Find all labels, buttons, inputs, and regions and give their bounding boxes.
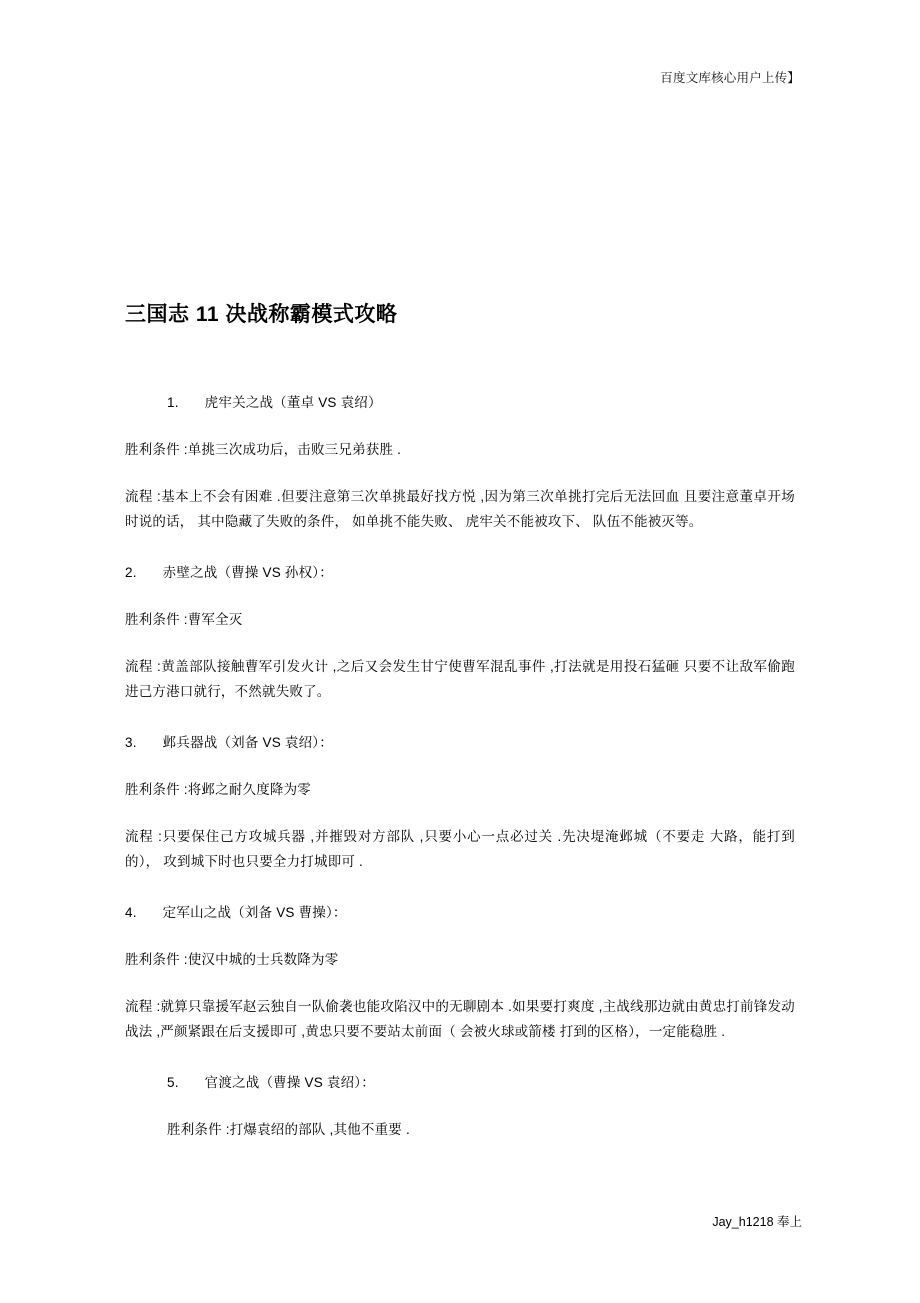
section-3 (125, 731, 795, 875)
section-2-heading (125, 561, 795, 586)
section-5-number: 5. (167, 1074, 179, 1090)
header-note: 百度文库核心用户上传】 (660, 71, 800, 85)
section-4-number: 4. (125, 905, 137, 921)
section-2-paragraph-2: 流程 :黄盖部队接触曹军引发火计 ,之后又会发生甘宁使曹军混乱事件 ,打法就是用投石猛砸 只要不让敌军偷跑进己方港口就行，不然就失败了。 (125, 659, 795, 700)
section-3-heading (125, 731, 795, 756)
section-2-paragraph-1: 胜利条件 :曹军全灭 (125, 612, 243, 628)
section-1-heading (125, 391, 795, 416)
section-2 (125, 561, 795, 705)
section-1-paragraph-1: 胜利条件 :单挑三次成功后，击败三兄弟获胜 . (125, 442, 402, 458)
footer-note: Jay_h1218 奉上 (712, 1215, 802, 1229)
section-4 (125, 901, 795, 1045)
section-3-number: 3. (125, 735, 137, 751)
section-4-title: 定军山之战（刘备 VS 曹操）： (162, 905, 347, 921)
section-5-heading (125, 1071, 795, 1096)
section-4-paragraph-2: 流程 :就算只靠援军赵云独自一队偷袭也能攻陷汉中的无聊剧本 .如果要打爽度 ,主战线那边就由黄忠打前锋发动战法 ,严颜紧跟在后支援即可 ,黄忠只要不要站太前面（ 会被火球或箭楼 打到的区格），一定能稳胜 . (125, 998, 795, 1039)
section-1-paragraph-2: 流程 :基本上不会有困难 .但要注意第三次单挑最好找方悦 ,因为第三次单挑打完后无法回血 且要注意董卓开场时说的话， 其中隐藏了失败的条件， 如单挑不能失败、 虎牢关不能被攻下、 队伍不能被灭等。 (125, 489, 795, 530)
section-1-title: 虎牢关之战（董卓 VS 袁绍） (204, 395, 382, 411)
section-5-paragraph-1: 胜利条件 :打爆袁绍的部队 ,其他不重要 . (167, 1121, 410, 1137)
section-2-number: 2. (125, 565, 137, 581)
section-3-paragraph-1: 胜利条件 :将邺之耐久度降为零 (125, 782, 312, 798)
section-4-heading (125, 901, 795, 926)
page-title: 三国志 11 决战称霸模式攻略 (125, 303, 398, 326)
section-5-title: 官渡之战（曹操 VS 袁绍）： (204, 1074, 375, 1090)
section-1-number: 1. (167, 395, 179, 411)
document-body (125, 300, 795, 1143)
section-4-paragraph-1: 胜利条件 :使汉中城的士兵数降为零 (125, 951, 339, 967)
section-3-title: 邺兵器战（刘备 VS 袁绍）： (162, 735, 333, 751)
section-2-title: 赤壁之战（曹操 VS 孙权）： (162, 565, 333, 581)
section-5 (125, 1071, 795, 1143)
section-3-paragraph-2: 流程 :只要保住己方攻城兵器 ,并摧毁对方部队 ,只要小心一点必过关 .先决堤淹邺城（不要走 大路，能打到的）， 攻到城下时也只要全力打城即可 . (125, 829, 795, 870)
section-1 (125, 391, 795, 535)
